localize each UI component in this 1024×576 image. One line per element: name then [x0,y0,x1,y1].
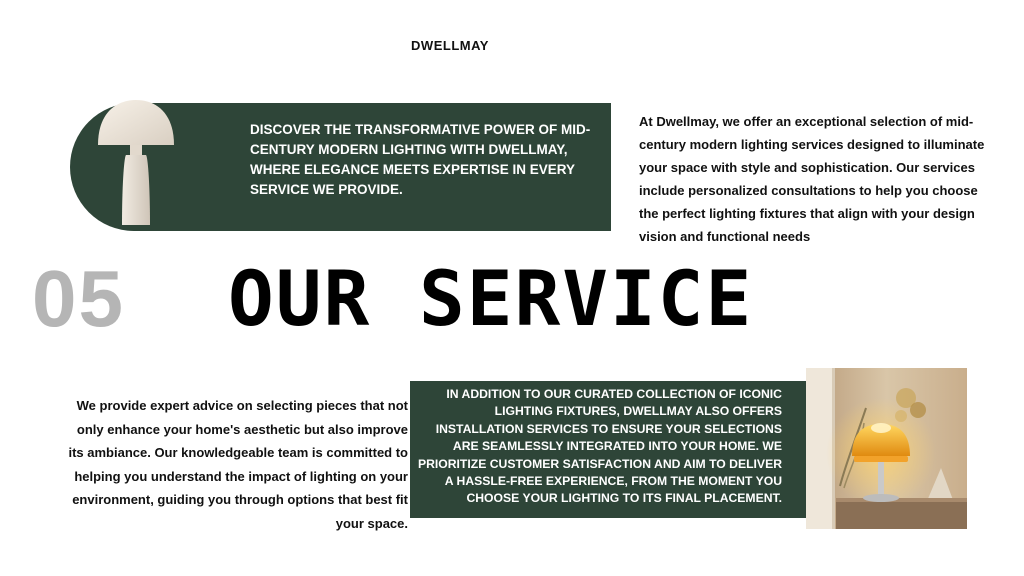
intro-paragraph: At Dwellmay, we offer an exceptional selection of mid-century modern lighting services designed to illuminate your space with style and sophistication. Our services include personalized consultations to help you choose the perfect lighting fixtures that align with your design vision and functional needs [639,114,985,244]
brand-name: DWELLMAY [411,38,489,53]
installation-text: IN ADDITION TO OUR CURATED COLLECTION OF ICONIC LIGHTING FIXTURES, DWELLMAY ALSO OFFERS INSTALLATION SERVICES TO ENSURE YOUR SELECTIONS ARE SEAMLESSLY INTEGRATED INTO YOUR HOME. WE PRIORITIZE CUSTOMER SATISFACTION AND AIM TO DELIVER A HASSLE-FREE EXPERIENCE, FROM THE MOMENT YOU CHOOSE YOUR LIGHTING TO ITS FINAL PLACEMENT. [417,387,782,506]
section-number: 05 [32,254,125,343]
amber-lamp-photo [806,368,967,529]
section-title: OUR SERVICE [228,254,754,343]
amber-mushroom-lamp-image [806,368,967,529]
white-mushroom-lamp-image [96,97,176,227]
banner-text: DISCOVER THE TRANSFORMATIVE POWER OF MID-CENTURY MODERN LIGHTING WITH DWELLMAY, WHERE ELEGANCE MEETS EXPERTISE IN EVERY SERVICE WE PROVIDE. [250,122,591,197]
advice-paragraph: We provide expert advice on selecting pieces that not only enhance your home's aesthetic but also improve its ambiance. Our knowledgeable team is committed to helping you understand the impact of lighting on your environment, guiding you through options that best fit your space. [68,398,408,531]
